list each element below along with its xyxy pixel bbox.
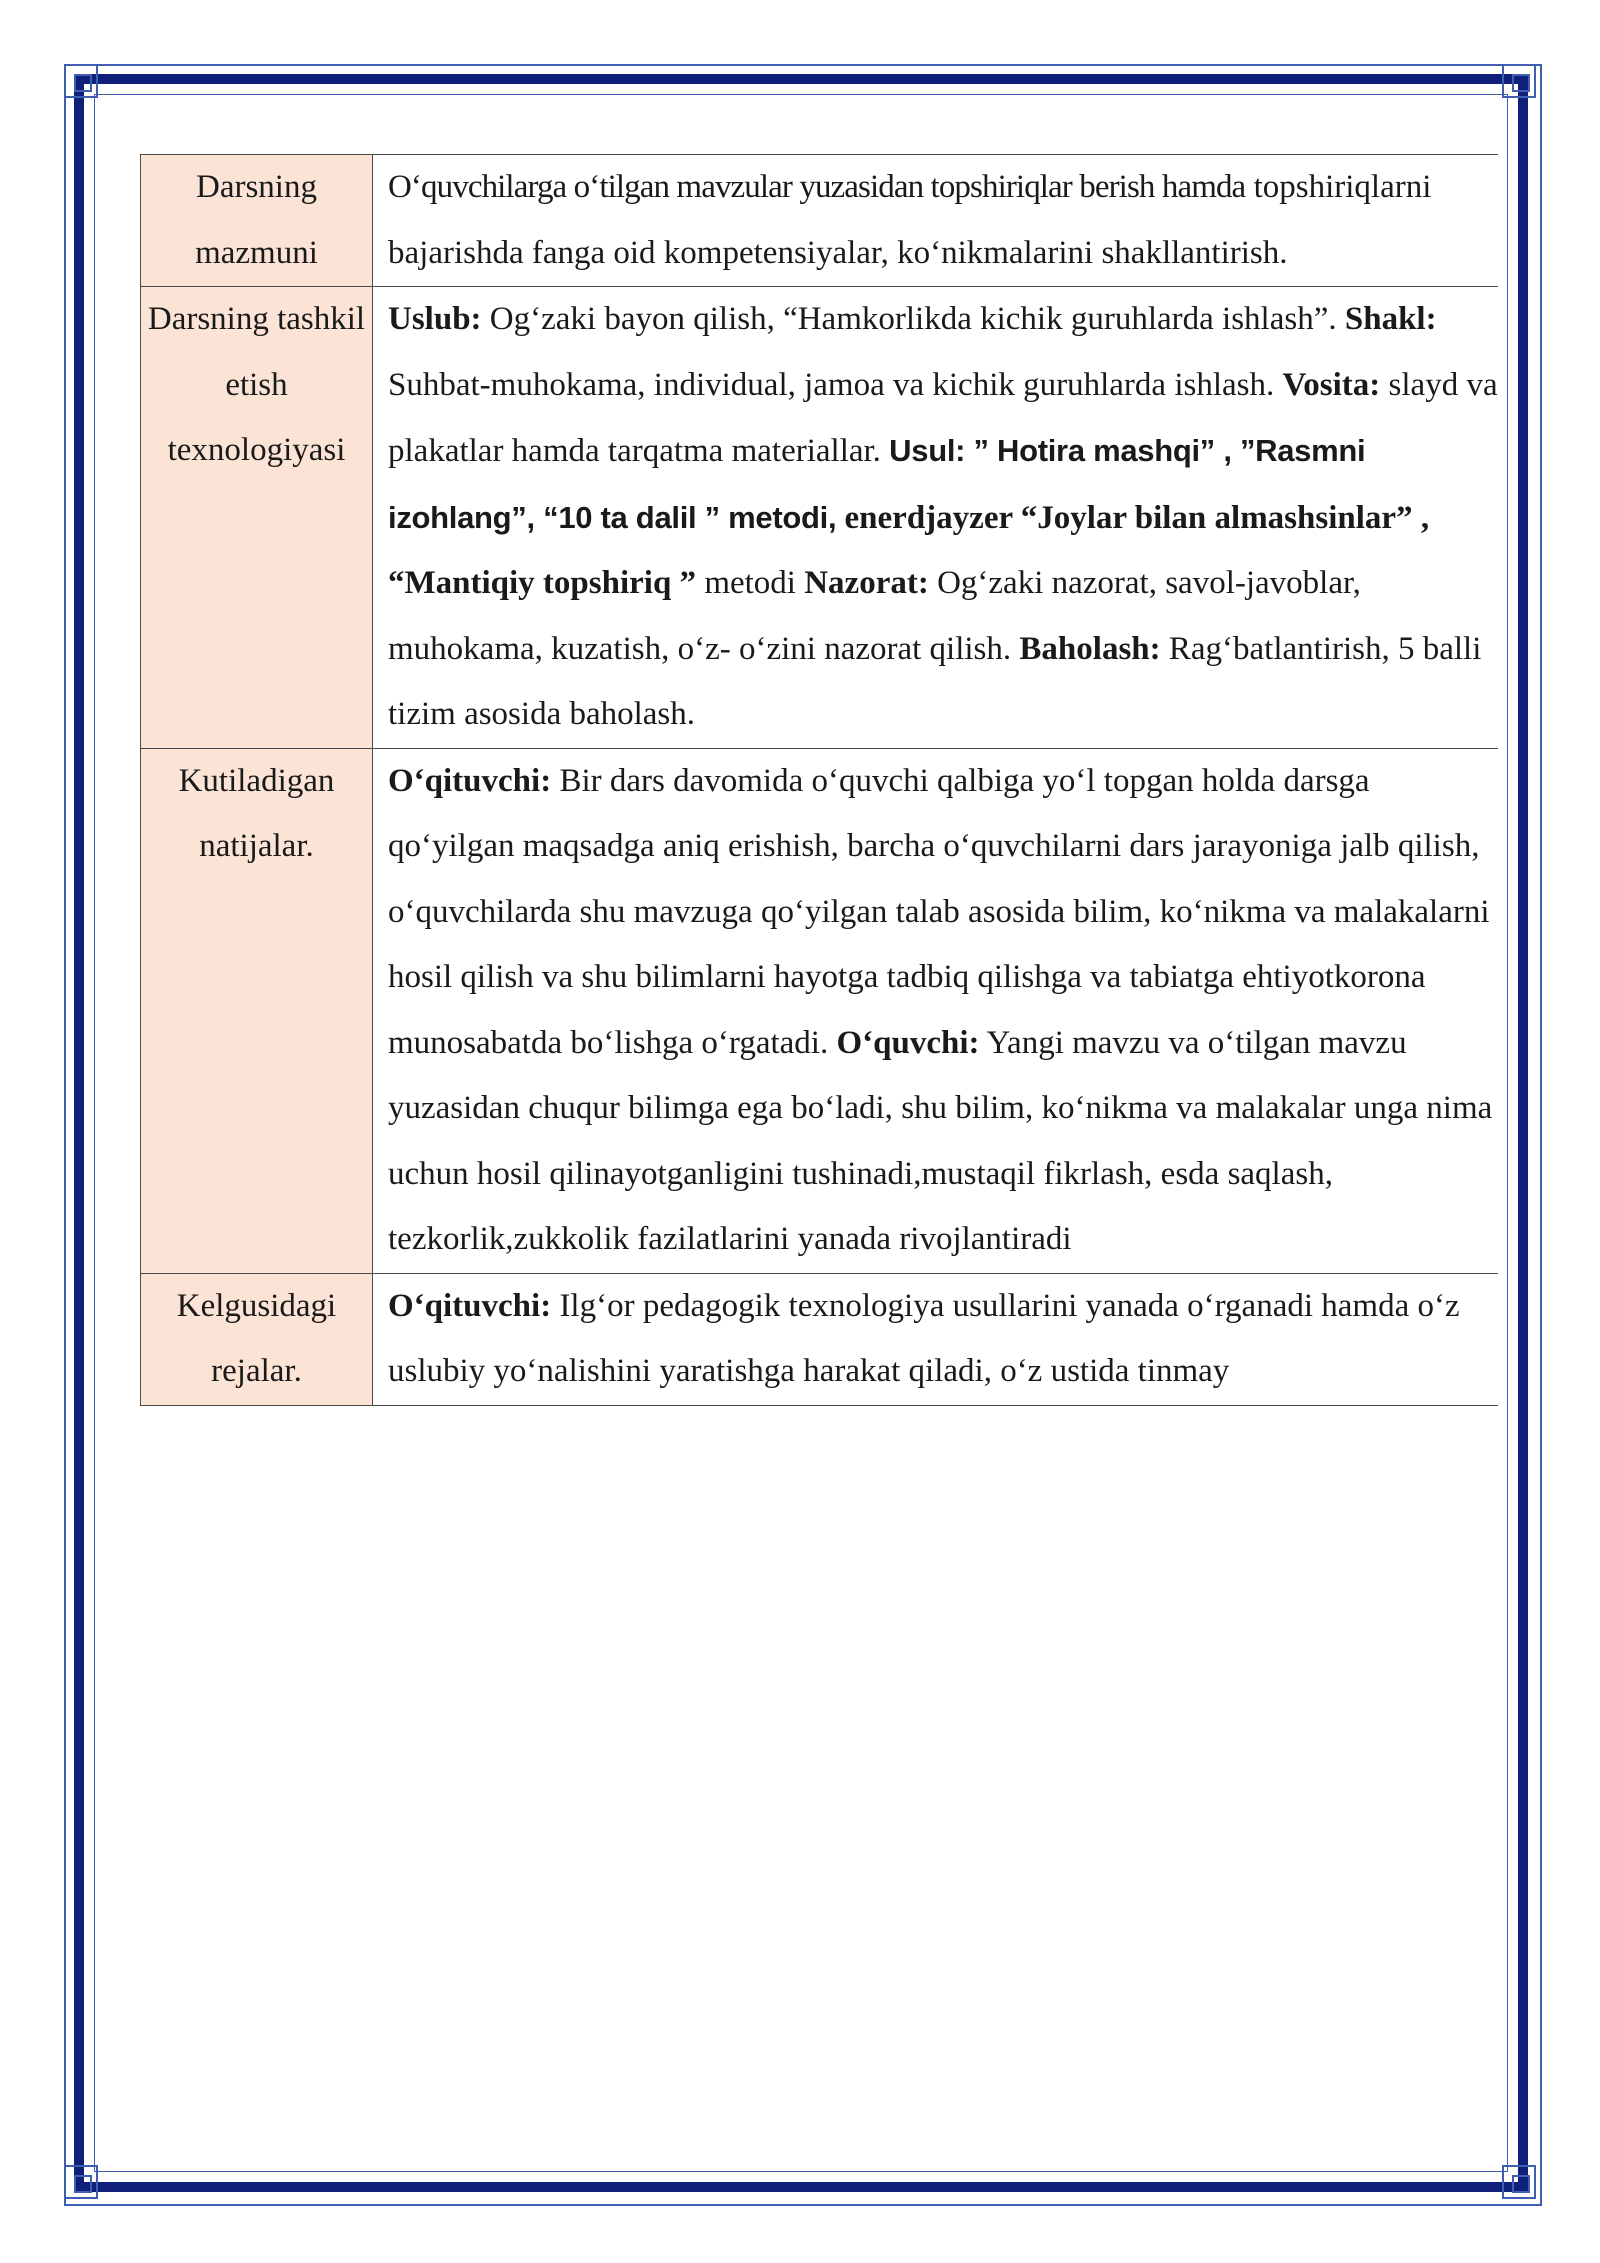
row-label-kutiladigan-natijalar xyxy=(141,748,373,1273)
uslub-text: Og‘zaki bayon qilish, “Hamkorlikda kichik guruhlarda xyxy=(489,301,1214,337)
text-line: tezkorlik,zukkolik fazilatlarini yanada rivojlantiradi xyxy=(388,1221,1072,1257)
row-label-darsning-mazmuni xyxy=(141,155,373,287)
row-label-tashkil-etish xyxy=(141,287,373,749)
nazorat-label: Nazorat: xyxy=(804,565,929,601)
corner-ornament-bottom-right xyxy=(1502,2165,1536,2199)
corner-ornament-top-right xyxy=(1502,64,1536,98)
text-line: topshiriqlarni bajarishda fanga oid kompetensiyalar, ko‘nikmalarini xyxy=(388,169,1432,271)
text-line: ishlash”. xyxy=(1222,301,1337,337)
text-line: maqsadga aniq erishish, barcha o‘quvchilarni dars jarayoniga jalb qilish, xyxy=(522,828,1480,864)
text-line: Bir dars davomida o‘quvchi qalbiga yo‘l topgan holda darsga qo‘yilgan xyxy=(388,762,1370,864)
row-label-line: tashkil etish xyxy=(225,301,366,403)
text-line: malakalarni hosil qilish va shu bilimlarni hayotga tadbiq qilishga va xyxy=(388,893,1490,995)
teacher-heading: O‘qituvchi: xyxy=(388,762,552,799)
text-line: qilinayotganligini tushinadi,mustaqil fikrlash, esda saqlash, xyxy=(549,1155,1333,1192)
row-content-tashkil-etish xyxy=(373,287,1499,749)
row-label-line: Kelgusidagi xyxy=(176,1287,337,1324)
row-label-line: mazmuni xyxy=(195,234,318,271)
usul-method-suffix: metodi xyxy=(696,565,796,601)
row-label-line: Darsning xyxy=(196,169,317,205)
uslub-line xyxy=(388,301,1214,337)
row-label-line: Darsning xyxy=(147,301,269,337)
row-label-kelgusidagi-rejalar xyxy=(141,1273,373,1405)
text-line: ishlash. xyxy=(1174,366,1275,403)
corner-ornament-bottom-left xyxy=(64,2165,98,2199)
corner-ornament-top-left xyxy=(64,64,98,98)
row-content-darsning-mazmuni xyxy=(373,155,1499,287)
uslub-label: Uslub: xyxy=(388,301,482,337)
text-line: uslubiy yo‘nalishini yaratishga harakat qiladi, o‘z ustida tinmay xyxy=(388,1353,1230,1389)
baholash-label: Baholash: xyxy=(1019,630,1161,667)
text-line: tabiatga ehtiyotkorona munosabatda bo‘lishga o‘rgatadi. xyxy=(388,959,1426,1061)
usul-method-name: , “Mantiqiy topshiriq ” xyxy=(388,499,1430,601)
row-label-line: texnologiyasi xyxy=(167,432,346,468)
lesson-plan-table xyxy=(140,154,1498,1406)
row-label-line: Kutiladigan xyxy=(178,762,335,799)
text-line: o‘quvchilarda shu mavzuga qo‘yilgan talab asosida bilim, ko‘nikma va xyxy=(388,893,1326,930)
row-label-line: natijalar. xyxy=(199,828,314,864)
nazorat-text: Og‘zaki nazorat, savol-javoblar, muhokama, kuzatish, o‘z- xyxy=(388,565,1361,667)
shakl-label: Shakl: xyxy=(1344,301,1437,337)
row-content-kelgusidagi-rejalar xyxy=(373,1273,1499,1405)
teacher-heading: O‘qituvchi: xyxy=(388,1287,552,1324)
row-label-line: rejalar. xyxy=(211,1353,302,1389)
shakl-text: Suhbat-muhokama, individual, jamoa va kichik guruhlarda xyxy=(388,366,1167,403)
usul-line: Usul: ” Hotira mashqi” , ”Rasmni izohlang”, “10 ta dalil ” metodi, xyxy=(388,433,1366,535)
text-line: Yangi mavzu va o‘tilgan mavzu yuzasidan chuqur bilimga ega bo‘ladi, xyxy=(388,1024,1407,1126)
text-line: shu bilim, ko‘nikma va malakalar unga nima uchun hosil xyxy=(388,1090,1493,1192)
vosita-label: Vosita: xyxy=(1282,366,1381,403)
table-row-results xyxy=(141,748,1499,1273)
row-content-kutiladigan-natijalar xyxy=(373,748,1499,1273)
baholash-text: Rag‘batlantirish, 5 balli tizim asosida baholash. xyxy=(388,630,1482,732)
text-line: enerdjayzer “Joylar bilan almashsinlar” xyxy=(844,499,1413,536)
text-line: o‘zini nazorat qilish. xyxy=(738,630,1012,667)
table-row-content xyxy=(141,155,1499,287)
student-heading: O‘quvchi: xyxy=(836,1024,980,1061)
table-row-plans xyxy=(141,1273,1499,1405)
text-line: Ilg‘or pedagogik texnologiya usullarini yanada o‘rganadi hamda o‘z xyxy=(559,1287,1460,1324)
table-row-technology xyxy=(141,287,1499,749)
vosita-text: slayd va plakatlar hamda tarqatma materiallar. xyxy=(388,366,1498,469)
text-line: shakllantirish. xyxy=(1101,234,1288,271)
text-line: O‘quvchilarga o‘tilgan mavzular yuzasidan topshiriqlar berish hamda xyxy=(388,169,1246,205)
